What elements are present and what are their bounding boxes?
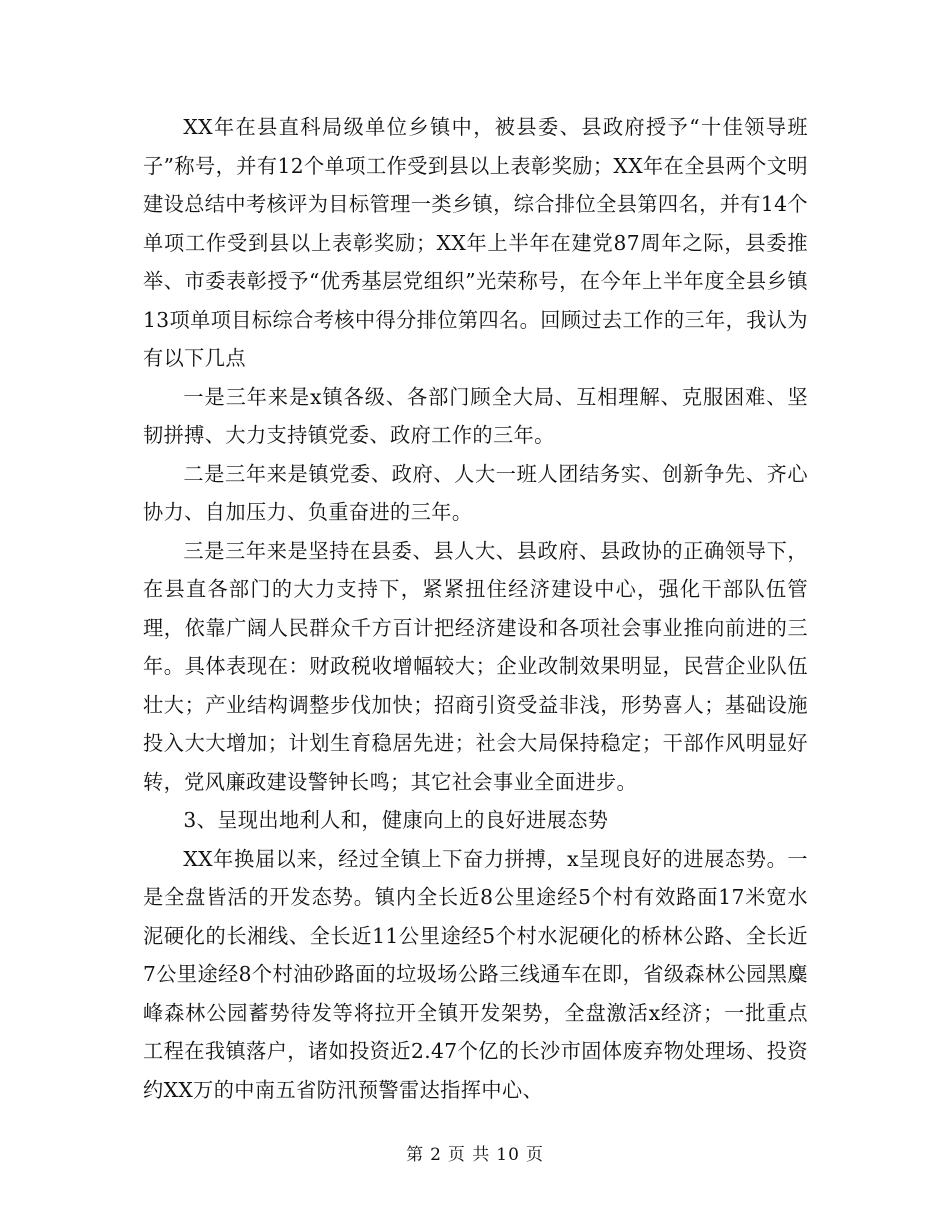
document-body bbox=[143, 108, 808, 1109]
page-footer bbox=[0, 1143, 950, 1167]
paragraph-3: 二是三年来是镇党委、政府、人大一班人团结务实、创新争先、齐心协力、自加压力、负重奋进的三年。 bbox=[143, 461, 808, 524]
paragraph-1: XX年在县直科局级单位乡镇中，被县委、县政府授予“十佳领导班子”称号，并有12个单项工作受到县以上表彰奖励；XX年在全县两个文明建设总结中考核评为目标管理一类乡镇，综合排位全县第四名，并有14个单项工作受到县以上表彰奖励；XX年上半年在建党87周年之际，县委推举、市委表彰授予“优秀基层党组织”光荣称号，在今年上半年度全县乡镇13项单项目标综合考核中得分排位第四名。回顾过去工作的三年，我认为有以下几点 bbox=[143, 115, 808, 370]
footer-page-number: 2 bbox=[430, 1145, 442, 1165]
paragraph-4: 三是三年来是坚持在县委、县人大、县政府、县政协的正确领导下，在县直各部门的大力支持下，紧紧扭住经济建设中心，强化干部队伍管理，依靠广阔人民群众千方百计把经济建设和各项社会事业推向前进的三年。具体表现在：财政税收增幅较大；企业改制效果明显，民营企业队伍壮大；产业结构调整步伐加快；招商引资受益非浅，形势喜人；基础设施投入大大增加；计划生育稳居先进；社会大局保持稳定；干部作风明显好转，党风廉政建设警钟长鸣；其它社会事业全面进步。 bbox=[143, 538, 808, 794]
paragraph-2: 一是三年来是x镇各级、各部门顾全大局、互相理解、克服困难、坚韧拼搏、大力支持镇党委、政府工作的三年。 bbox=[143, 384, 808, 447]
paragraph-5: XX年换届以来，经过全镇上下奋力拼搏，x呈现良好的进展态势。一是全盘皆活的开发态势。镇内全长近8公里途经5个村有效路面17米宽水泥硬化的长湘线、全长近11公里途经5个村水泥硬化的桥林公路、全长近7公里途经8个村油砂路面的垃圾场公路三线通车在即，省级森林公园黑麋峰森林公园蓄势待发等将拉开全镇开发架势，全盘激活x经济；一批重点工程在我镇落户，诸如投资近2.47个亿的长沙市固体废弃物处理场、投资约XX万的中南五省防汛预警雷达指挥中心、 bbox=[143, 846, 808, 1102]
footer-suffix: 页 bbox=[525, 1145, 544, 1165]
footer-middle: 页 共 bbox=[447, 1145, 491, 1165]
section-heading: 3、呈现出地利人和，健康向上的良好进展态势 bbox=[183, 808, 609, 832]
footer-total-pages: 10 bbox=[496, 1145, 520, 1165]
footer-prefix: 第 bbox=[406, 1145, 425, 1165]
